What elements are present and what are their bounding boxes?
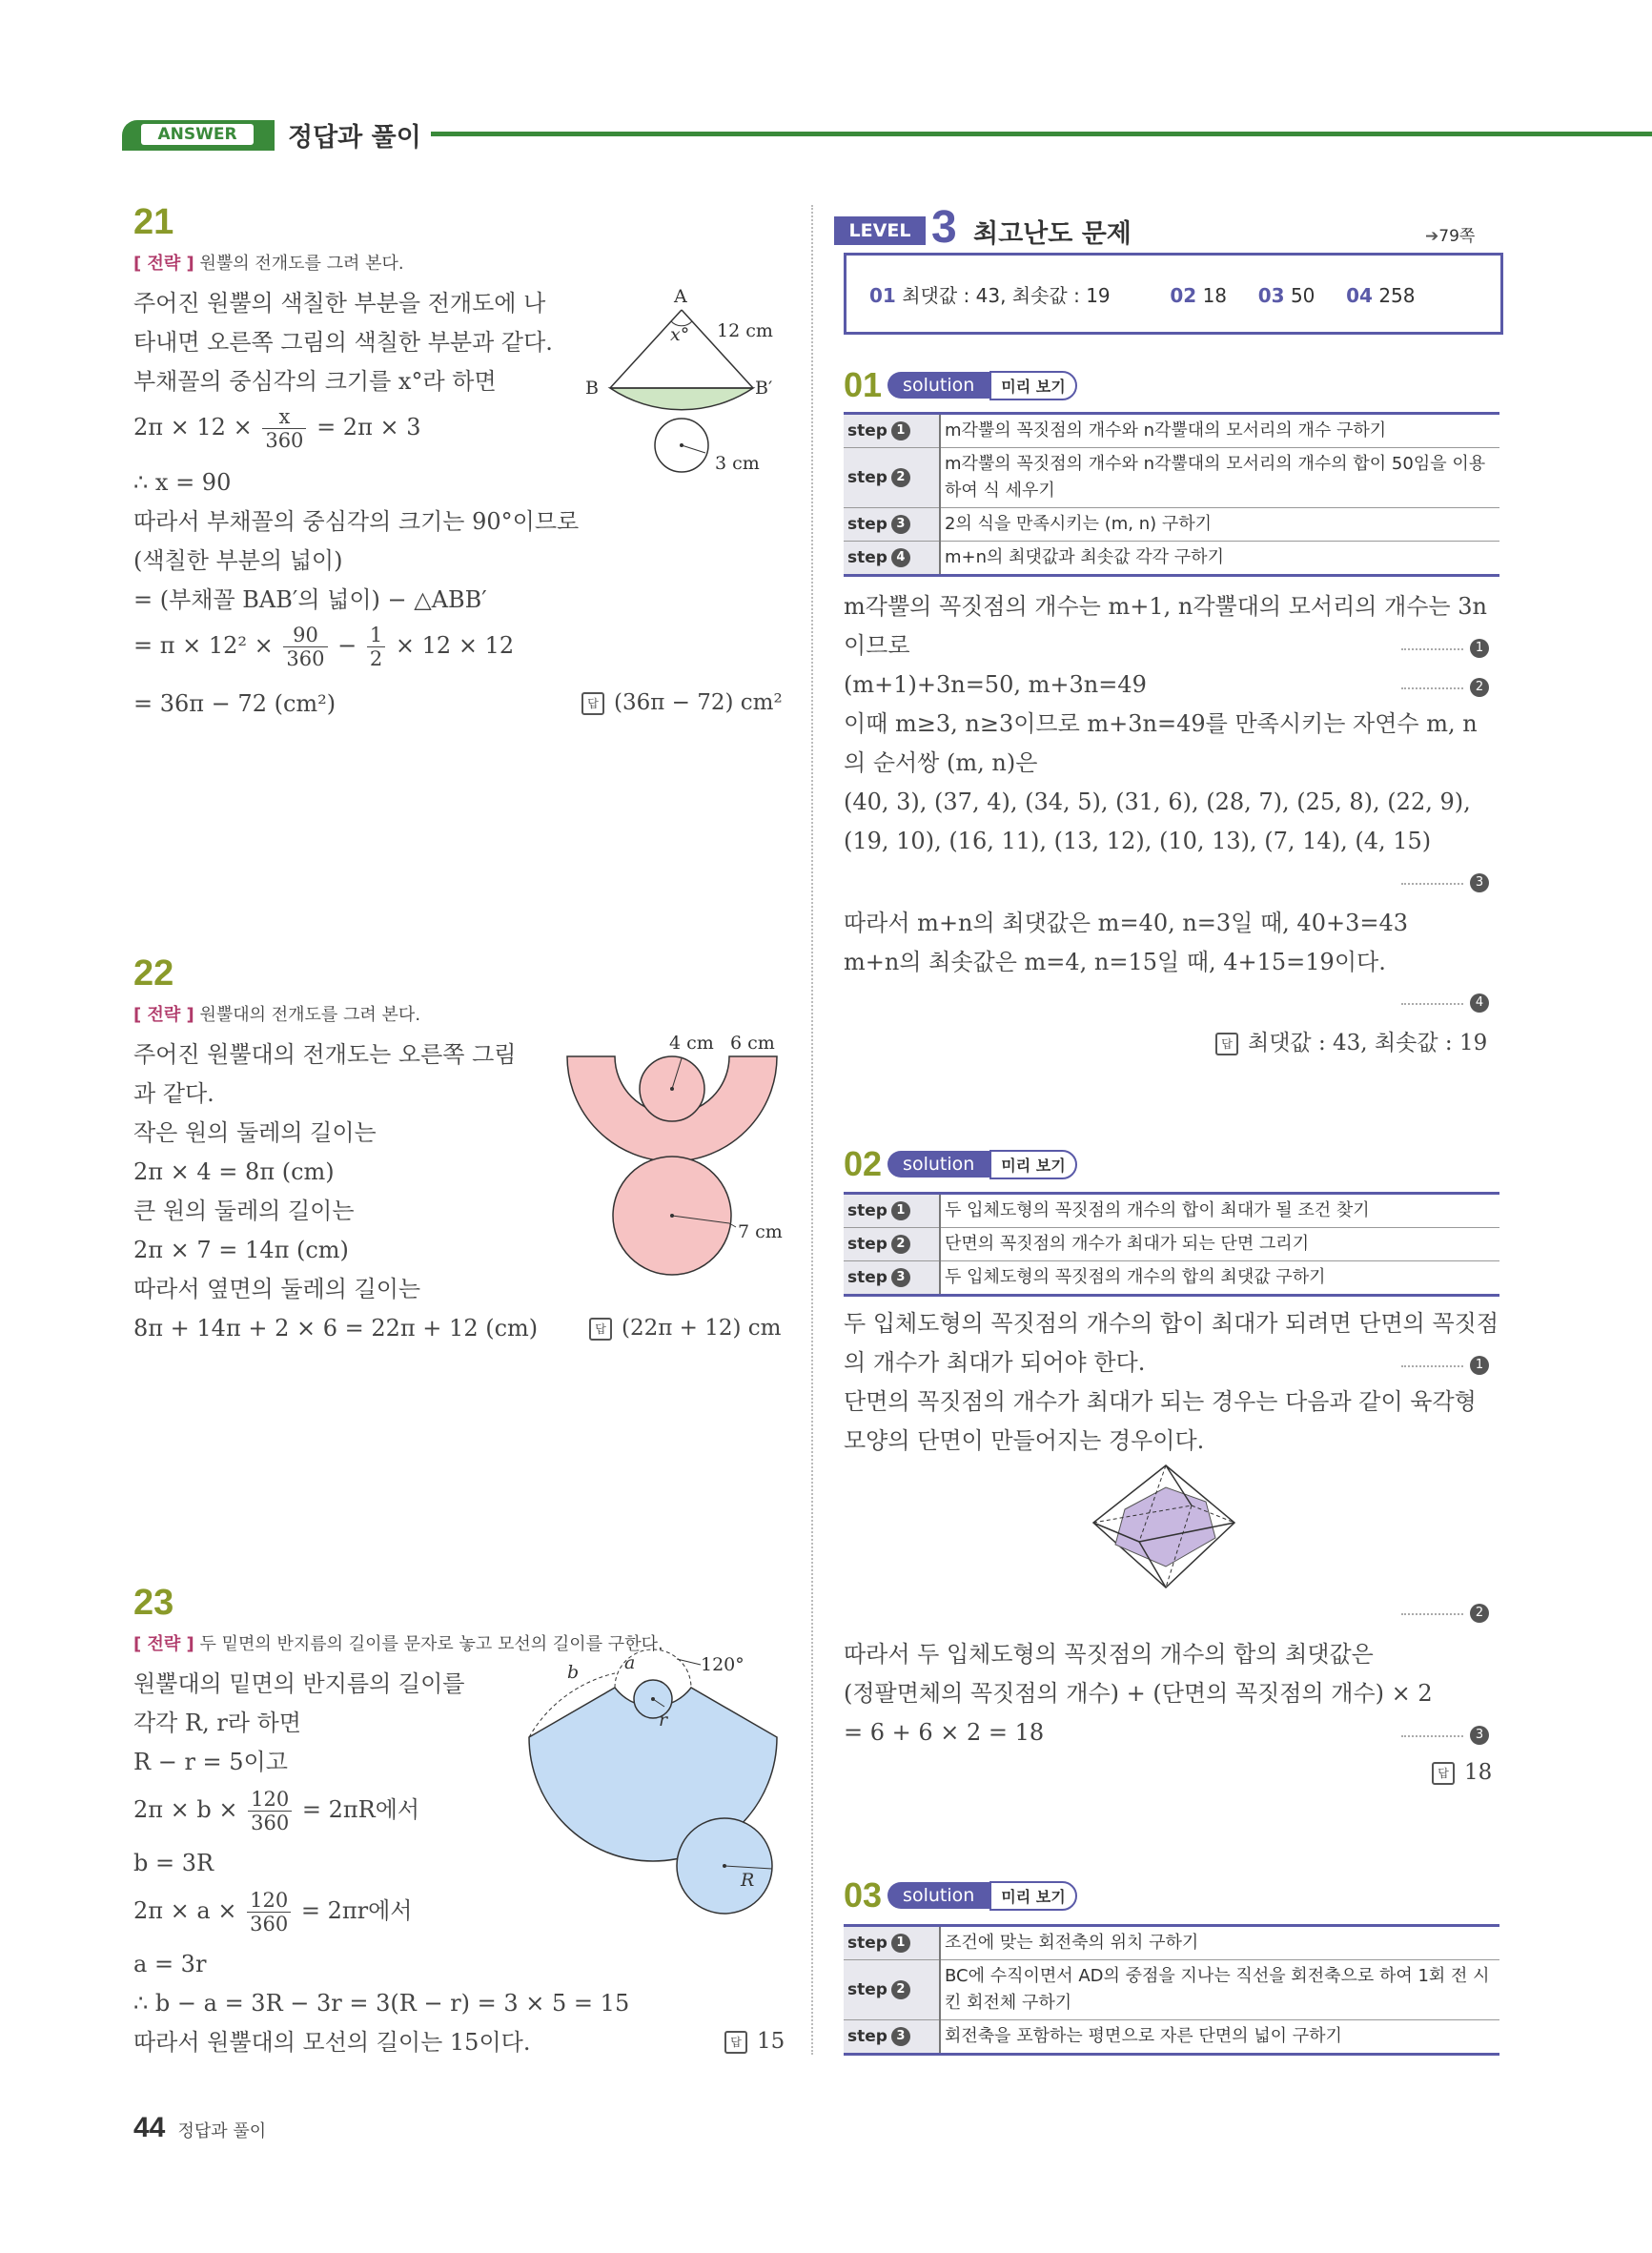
level-badge: LEVEL — [834, 216, 926, 245]
problem-23-strategy: [ 전략 ] 두 밑면의 반지름의 길이를 문자로 놓고 모선의 길이를 구한다. — [133, 1634, 663, 1654]
p22-line: 2π × 7 = 14π (cm) — [133, 1237, 349, 1263]
p23-line: R − r = 5이고 — [133, 1749, 288, 1775]
level-answer-row: 01 최댓값 : 43, 최솟값 : 19 02 18 03 50 04 258 — [869, 284, 1416, 307]
step-row: step 3 회전축을 포함하는 평면으로 자른 단면의 넓이 구하기 — [844, 2020, 1499, 2055]
s03-header: 03 solution 미리 보기 — [844, 1875, 1077, 1915]
header-badge — [122, 120, 275, 151]
level-header — [834, 202, 1492, 253]
p21-equation: = π × 12² × $\frac{90}{360}$ − $\frac{1}{2}$ × 12 × 12 — [133, 624, 515, 670]
p21-line: 주어진 원뿔의 색칠한 부분을 전개도에 나 — [133, 290, 546, 317]
s01-line: 이므로 — [844, 632, 910, 659]
label-A: A — [674, 286, 687, 307]
p23-line: 원뿔대의 밑면의 반지름의 길이를 — [133, 1670, 465, 1697]
column-divider — [811, 205, 813, 2055]
label-12cm: 12 cm — [717, 320, 773, 341]
problem-23-number: 23 — [133, 1583, 174, 1623]
s02-line: 두 입체도형의 꼭짓점의 개수의 합이 최대가 되려면 단면의 꼭짓점 — [844, 1310, 1499, 1337]
s01-line: (40, 3), (37, 4), (34, 5), (31, 6), (28, 7), (25, 8), (22, 9), — [844, 789, 1471, 815]
p21-equation: 2π × 12 × $\frac{x}{360}$ = 2π × 3 — [133, 405, 421, 452]
mark-1: 1 — [1470, 639, 1489, 658]
p22-figure — [562, 1030, 791, 1278]
p21-line: 따라서 부채꼴의 중심각의 크기는 90°이므로 — [133, 508, 580, 535]
p22-line: 작은 원의 둘레의 길이는 — [133, 1119, 377, 1146]
p23-line: 각각 R, r라 하면 — [133, 1710, 301, 1736]
p21-line: 부채꼴의 중심각의 크기를 x°라 하면 — [133, 368, 497, 395]
s02-line: 모양의 단면이 만들어지는 경우이다. — [844, 1427, 1205, 1454]
label-4cm: 4 cm — [669, 1033, 714, 1054]
p21-equation: ∴ x = 90 — [133, 469, 232, 496]
problem-21-number: 21 — [133, 202, 174, 242]
p23-equation: b = 3R — [133, 1850, 214, 1876]
s01-line: m각뿔의 꼭짓점의 개수는 m+1, n각뿔대의 모서리의 개수는 3n — [844, 593, 1487, 620]
level-answer-box — [844, 253, 1503, 335]
step-row: step 3 두 입체도형의 꼭짓점의 개수의 합의 최댓값 구하기 — [844, 1261, 1499, 1296]
level-number: 3 — [931, 202, 957, 253]
label-3cm: 3 cm — [715, 453, 760, 474]
s03-steps — [844, 1924, 1499, 2056]
step-row: step 1 두 입체도형의 꼭짓점의 개수의 합이 최대가 될 조건 찾기 — [844, 1194, 1499, 1228]
problem-21-strategy — [133, 250, 404, 275]
label-120: 120° — [701, 1654, 744, 1675]
p22-answer: 답 (22π + 12) cm — [589, 1316, 782, 1341]
p22-line: 주어진 원뿔대의 전개도는 오른쪽 그림 — [133, 1041, 517, 1068]
problem-22-number: 22 — [133, 953, 174, 993]
s01-line: (m+1)+3n=50, m+3n=49 — [844, 671, 1147, 698]
footer — [133, 2112, 266, 2144]
p21-answer: 답 (36π − 72) cm² — [581, 690, 783, 715]
p23-equation: 2π × a × $\frac{120}{360}$ = 2πr에서 — [133, 1889, 413, 1936]
p22-line: 2π × 4 = 8π (cm) — [133, 1158, 335, 1185]
mark-2: 2 — [1470, 678, 1489, 697]
s01-line: (19, 10), (16, 11), (13, 12), (10, 13), (7, 14), (4, 15) — [844, 828, 1432, 854]
level-title: 최고난도 문제 — [973, 219, 1132, 249]
s02-line: 따라서 두 입체도형의 꼭짓점의 개수의 합의 최댓값은 — [844, 1641, 1374, 1668]
label-x: x° — [670, 324, 690, 345]
mark-1: 1 — [1470, 1356, 1489, 1375]
problem-22-strategy: [ 전략 ] 원뿔대의 전개도를 그려 본다. — [133, 1005, 421, 1025]
answer-icon: 답 — [581, 692, 604, 715]
label-B-prime: B′ — [755, 378, 773, 399]
mark-3: 3 — [1470, 873, 1489, 892]
p23-equation: 2π × b × $\frac{120}{360}$ = 2πR에서 — [133, 1788, 420, 1834]
step-row: step 2 단면의 꼭짓점의 개수가 최대가 되는 단면 그리기 — [844, 1228, 1499, 1261]
s02-answer: 답 18 — [1432, 1760, 1492, 1785]
label-a: a — [624, 1652, 636, 1673]
s01-line: m+n의 최솟값은 m=4, n=15일 때, 4+15=19이다. — [844, 949, 1386, 975]
s01-header: 01 solution 미리 보기 — [844, 365, 1077, 405]
header — [0, 113, 1652, 160]
mark-2: 2 — [1470, 1604, 1489, 1623]
s01-line: 이때 m≥3, n≥3이므로 m+3n=49를 만족시키는 자연수 m, n — [844, 710, 1478, 737]
p21-equation: = 36π − 72 (cm²) — [133, 690, 337, 717]
p22-line: 8π + 14π + 2 × 6 = 22π + 12 (cm) — [133, 1315, 539, 1342]
s02-steps — [844, 1192, 1499, 1297]
step-row: step 4 m+n의 최댓값과 최솟값 각각 구하기 — [844, 542, 1499, 576]
page-number: 44 — [133, 2112, 166, 2143]
s02-header: 02 solution 미리 보기 — [844, 1144, 1077, 1184]
p23-answer: 답 15 — [724, 2029, 785, 2054]
label-7cm: 7 cm — [738, 1221, 783, 1242]
strategy-label: [ 전략 ] — [133, 254, 194, 274]
step-row: step 1 조건에 맞는 회전축의 위치 구하기 — [844, 1926, 1499, 1960]
p21-line: 타내면 오른쪽 그림의 색칠한 부분과 같다. — [133, 329, 553, 356]
p22-line: 큰 원의 둘레의 길이는 — [133, 1198, 355, 1224]
p21-figure — [572, 281, 801, 491]
mark-4: 4 — [1470, 993, 1489, 1013]
p21-line: (색칠한 부분의 넓이) — [133, 547, 343, 574]
label-r: r — [659, 1710, 668, 1731]
label-b: b — [567, 1662, 580, 1683]
strategy-text: 원뿔의 전개도를 그려 본다. — [199, 254, 404, 274]
header-rule — [431, 132, 1652, 136]
level-page-ref: ➔79쪽 — [1425, 227, 1476, 246]
step-row: step 2 m각뿔의 꼭짓점의 개수와 n각뿔대의 모서리의 개수의 합이 50임을 이용하여 식 세우기 — [844, 448, 1499, 508]
step-row: step 2 BC에 수직이면서 AD의 중점을 지나는 직선을 회전축으로 하여 1회 전 시킨 회전체 구하기 — [844, 1960, 1499, 2020]
p23-figure — [520, 1640, 796, 1926]
footer-label: 정답과 풀이 — [177, 2121, 267, 2141]
s01-steps — [844, 412, 1499, 577]
p23-equation: ∴ b − a = 3R − 3r = 3(R − r) = 3 × 5 = 15 — [133, 1990, 630, 2017]
header-title: 정답과 풀이 — [288, 123, 421, 153]
s01-answer: 답 최댓값 : 43, 최솟값 : 19 — [1215, 1025, 1487, 1056]
s02-line: 의 개수가 최대가 되어야 한다. — [844, 1349, 1146, 1376]
s01-line: 따라서 m+n의 최댓값은 m=40, n=3일 때, 40+3=43 — [844, 910, 1409, 936]
label-6cm: 6 cm — [730, 1033, 775, 1054]
label-B: B — [585, 378, 599, 399]
s01-line: 의 순서쌍 (m, n)은 — [844, 749, 1038, 776]
s02-line: 단면의 꼭짓점의 개수가 최대가 되는 경우는 다음과 같이 육각형 — [844, 1388, 1477, 1415]
p23-equation: a = 3r — [133, 1951, 207, 1977]
mark-3: 3 — [1470, 1726, 1489, 1745]
header-badge-label: ANSWER — [141, 124, 254, 145]
p22-line: 따라서 옆면의 둘레의 길이는 — [133, 1276, 421, 1302]
p22-line: 과 같다. — [133, 1080, 214, 1107]
octahedron-figure — [1082, 1464, 1249, 1597]
s02-line: (정팔면체의 꼭짓점의 개수) + (단면의 꼭짓점의 개수) × 2 — [844, 1680, 1433, 1707]
label-R: R — [741, 1870, 755, 1891]
p23-equation: 따라서 원뿔대의 모선의 길이는 15이다. — [133, 2029, 531, 2056]
step-row: step 1 m각뿔의 꼭짓점의 개수와 n각뿔대의 모서리의 개수 구하기 — [844, 414, 1499, 448]
s02-line: = 6 + 6 × 2 = 18 — [844, 1719, 1045, 1746]
p21-line: = (부채꼴 BAB′의 넓이) − △ABB′ — [133, 586, 487, 613]
step-row: step 3 2의 식을 만족시키는 (m, n) 구하기 — [844, 508, 1499, 542]
arrow-right-icon: ➔ — [1425, 227, 1439, 246]
